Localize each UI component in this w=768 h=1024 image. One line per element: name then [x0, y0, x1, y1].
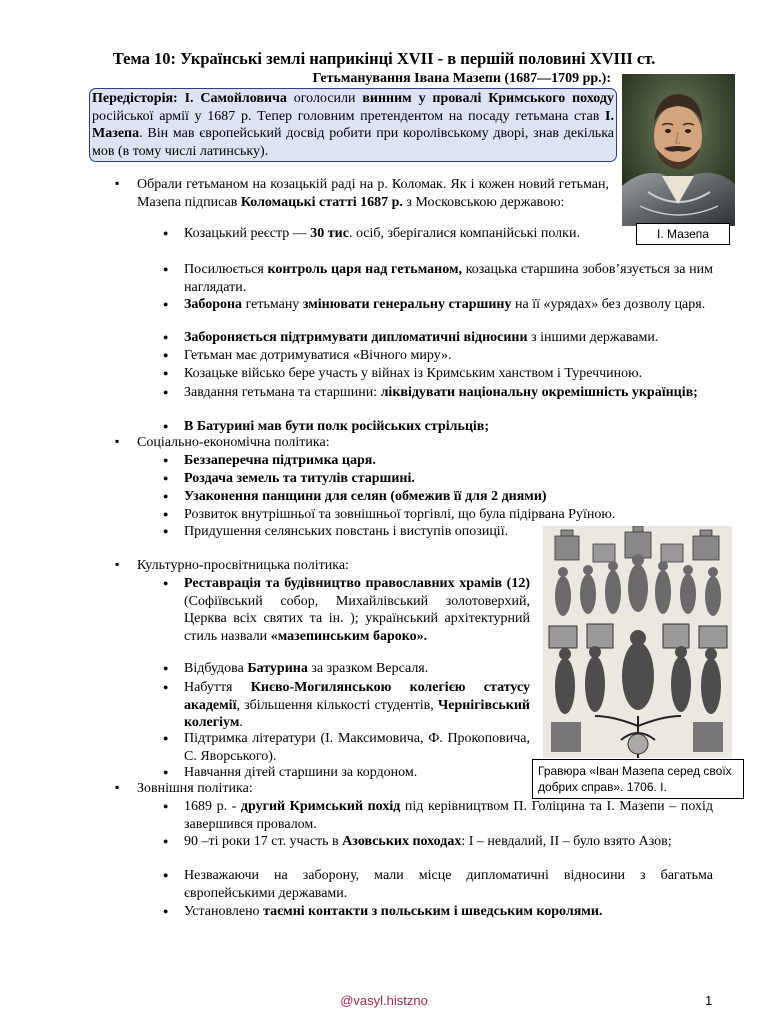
- list-item: ● Реставрація та будівництво православних храмів (12) (Софіївський собор, Михайлівський золотоверхий, Церква всіх святих та ін. ); український архітектурний стиль назвали «мазепинським бароко».: [184, 575, 530, 645]
- list-item: ▪ Обрали гетьманом на козацькій раді на р. Коломак. Як і кожен новий гетьман, Мазепа підписав Коломацькі статті 1687 р. з Московською державою:: [137, 176, 609, 211]
- section-heading: ▪ Соціально-економічна політика:: [137, 434, 657, 452]
- page-number: 1: [705, 993, 713, 1008]
- list-item: ● Відбудова Батурина за зразком Версаля.: [184, 660, 530, 678]
- list-item: ● Козацький реєстр — 30 тис. осіб, зберігалися компанійські полки.: [184, 225, 609, 243]
- page-title: Тема 10: Українські землі наприкінці XVII - в першій половині XVIII ст.: [112, 49, 656, 68]
- list-item: ● Заборона гетьману змінювати генеральну старшину на її «урядах» без дозволу царя.: [184, 296, 713, 314]
- list-item: ● Гетьман має дотримуватися «Вічного миру».: [184, 347, 713, 365]
- list-item: ● В Батурині мав бути полк російських стрільців;: [184, 418, 713, 436]
- list-item: ● Придушення селянських повстань і виступів опозиції.: [184, 523, 530, 541]
- list-item: ● Посилюється контроль царя над гетьманом, козацька старшина зобов’язується за ним наглядати.: [184, 261, 713, 296]
- list-item: ● Роздача земель та титулів старшині.: [184, 470, 713, 488]
- list-item: ● Розвиток внутрішньої та зовнішньої торгівлі, що була підірвана Руїною.: [184, 506, 713, 524]
- page-subtitle: Гетьманування Івана Мазепи (1687—1709 рр.):: [312, 71, 611, 86]
- list-item: ● 1689 р. - другий Кримський похід під керівництвом П. Голіцина та І. Мазепи – похід завершився провалом.: [184, 798, 713, 833]
- list-item: ● Підтримка літератури (І. Максимовича, Ф. Прокоповича, С. Яворського).: [184, 730, 530, 765]
- list-item: ● Забороняється підтримувати дипломатичні відносини з іншими державами.: [184, 329, 713, 347]
- engraving-caption: Гравюра «Іван Мазепа серед своїх добрих справ». 1706. І.: [532, 759, 744, 799]
- list-item: ● 90 –ті роки 17 ст. участь в Азовських походах: І – невдалий, ІІ – було взято Азов;: [184, 833, 713, 851]
- section-heading: ▪ Зовнішня політика:: [137, 780, 517, 798]
- portrait-caption: І. Мазепа: [636, 223, 730, 245]
- list-item: ● Узаконення панщини для селян (обмежив її для 2 днями): [184, 488, 713, 506]
- list-item: ● Завдання гетьмана та старшини: ліквідувати національну окремішність українців;: [184, 384, 713, 402]
- list-item: ● Незважаючи на заборону, мали місце дипломатичні відносини з багатьма європейськими державами.: [184, 867, 713, 902]
- footer-handle: @vasyl.histzno: [340, 993, 428, 1008]
- list-item: ● Установлено таємні контакти з польським і шведським королями.: [184, 903, 713, 921]
- section-heading: ▪ Культурно-просвітницька політика:: [137, 557, 530, 575]
- list-item: ● Козацьке військо бере участь у війнах із Кримським ханством і Туреччиною.: [184, 365, 713, 383]
- prehistory-box: Передісторія: І. Самойловича оголосили винним у провалі Кримського походу російської армії у 1687 р. Тепер головним претендентом на посаду гетьмана став І. Мазепа. Він мав європейський досвід робити при королівському дворі, знав декілька мов (в тому числі латинську).: [89, 88, 617, 162]
- list-item: ● Навчання дітей старшини за кордоном.: [184, 764, 530, 782]
- list-item: ● Беззаперечна підтримка царя.: [184, 452, 713, 470]
- list-item: ● Набуття Києво-Могилянською колегією статусу академії, збільшення кількості студентів, Чернігівський колегіум.: [184, 679, 530, 732]
